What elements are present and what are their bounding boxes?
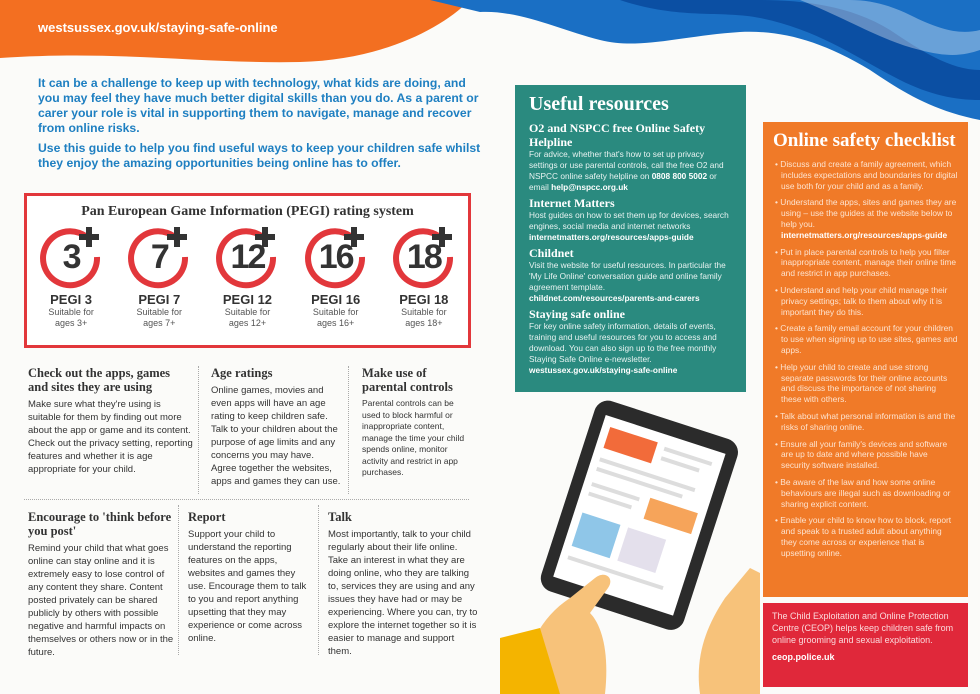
checklist-link[interactable]: internetmatters.org/resources/apps-guide <box>781 229 948 240</box>
checklist-item: • Be aware of the law and how some online behaviours are illegal such as downloading or sharing explicit content. <box>773 477 958 509</box>
tip-think-before-post: Encourage to 'think before you post' Remind your child that what goes online can stay online and it is extremely easy to lose control of any content they share. Content posted privately can be shared publicly by others with possible negative and harmful impacts on themselves or others now or in the future. <box>28 510 174 658</box>
checklist-item: • Create a family email account for your children to use when signing up to use sites, games and apps. <box>773 323 958 355</box>
pegi-desc: Suitable for <box>48 307 94 317</box>
pegi-desc: Suitable for <box>312 307 359 317</box>
pegi-number: 7 <box>150 238 168 276</box>
pegi-name: PEGI 18 <box>399 292 449 307</box>
intro <box>38 76 486 176</box>
pegi-number: 18 <box>406 238 441 276</box>
pegi-badge-icon <box>215 225 279 289</box>
divider <box>318 505 319 655</box>
pegi-name: PEGI 3 <box>50 292 93 307</box>
resource-link[interactable]: westussex.gov.uk/staying-safe-online <box>529 365 678 375</box>
tip-report: Report Support your child to understand the reporting features on the apps, websites and games they use. Encourage them to talk to you and report anything upsetting that they may experience or come across online. <box>188 510 307 644</box>
pegi-rating-box <box>24 193 471 348</box>
checklist-title: Online safety checklist <box>773 130 956 151</box>
resource-title: Staying safe online <box>529 307 626 321</box>
pegi-desc: ages 7+ <box>143 318 176 328</box>
resource-title: Internet Matters <box>529 196 615 210</box>
pegi-rating <box>207 225 287 329</box>
helpline-phone[interactable]: 0808 800 5002 <box>651 171 708 181</box>
tablet-illustration <box>500 398 760 694</box>
resource-body: For key online safety information, details of events, training and useful resources for you to access and download. You can also sign up to the free monthly Staying Safe Online e-newsletter. westussex.gov.uk/staying-safe-online <box>529 321 717 375</box>
tip-talk: Talk Most importantly, talk to your child regularly about their life online. Take an interest in what they are doing online, who they are talking to, services they are using and any issues they have had or may be experiencing. Where you can, try to explore the internet together so it is easier to manage and support them. <box>328 510 478 657</box>
pegi-badge-icon <box>39 225 103 289</box>
checklist-item: • Ensure all your family's devices and software are up to date and where possible have security software installed. <box>773 439 958 471</box>
ceop-link[interactable]: ceop.police.uk <box>772 652 835 662</box>
resource-body: Host guides on how to set them up for devices, search engines, social media and internet networks internetmatters.org/resources/apps-guide <box>529 210 729 242</box>
checklist-item: • Understand the apps, sites and games they are using – use the guides at the website below to help you. internetmatters.org/resources/apps-guide <box>773 197 958 240</box>
resource-link[interactable]: internetmatters.org/resources/apps-guide <box>529 232 694 242</box>
pegi-number: 12 <box>230 238 265 276</box>
pegi-number: 16 <box>318 238 353 276</box>
pegi-name: PEGI 12 <box>222 292 273 307</box>
checklist-item: • Discuss and create a family agreement, which includes expectations and boundaries for digital use both for your child and as a family. <box>773 159 958 191</box>
resource-link[interactable]: childnet.com/resources/parents-and-carers <box>529 293 700 303</box>
resource-title: O2 and NSPCC free Online Safety Helpline <box>529 121 706 149</box>
divider <box>348 366 349 494</box>
pegi-desc: Suitable for <box>224 307 271 317</box>
pegi-desc: ages 3+ <box>54 318 88 328</box>
checklist-item: • Enable your child to know how to block, report and speak to a trusted adult about anything they come across or experience that is upsetting online. <box>773 515 958 558</box>
pegi-rating <box>384 225 464 329</box>
tip-check-apps: Check out the apps, games and sites they are using Make sure what they're using is suitable for them by finding out more about the app or game and its content. Check out the privacy setting, reporting features and whether it is age appropriate for your child. <box>28 366 193 475</box>
website-url[interactable]: westsussex.gov.uk/staying-safe-online <box>38 20 278 35</box>
ceop-panel <box>763 603 968 687</box>
pegi-number: 3 <box>62 238 80 276</box>
divider <box>178 505 179 655</box>
resource-title: Childnet <box>529 246 574 260</box>
divider <box>24 499 469 500</box>
pegi-badge-icon <box>392 225 456 289</box>
pegi-name: PEGI 7 <box>138 292 181 307</box>
pegi-desc: ages 12+ <box>228 318 267 328</box>
intro-paragraph: It can be a challenge to keep up with technology, what kids are doing, and you may feel they have much better digital skills than you do. As a parent or carer your role is vital in supporting them to navigate, manage and recover from online risks. <box>38 76 479 135</box>
tip-parental-controls: Make use of parental controls Parental controls can be used to block harmful or inappropriate content, manage the time your child spends online, monitor activity and restrict in app purchases. <box>362 366 465 477</box>
pegi-desc: Suitable for <box>401 307 447 317</box>
useful-resources-panel <box>515 85 746 392</box>
pegi-rating <box>119 225 199 329</box>
pegi-rating <box>296 225 376 329</box>
resource-body: For advice, whether that's how to set up privacy settings or use parental controls, call the free O2 and NSPCC online safety helpline on 0808 800 5002 or email help@nspcc.org.uk <box>529 149 724 192</box>
pegi-badge-icon <box>304 225 368 289</box>
online-safety-checklist <box>763 122 968 597</box>
tip-age-ratings: Age ratings Online games, movies and even apps will have an age rating to keep children safe. Talk to your children about the purpose of age limits and any concerns you may have. Agree together the websites, apps and games they can use. <box>211 366 341 487</box>
divider <box>198 366 199 494</box>
checklist-item: • Understand and help your child manage their privacy settings; talk to them about why it is important they do this. <box>773 285 958 317</box>
helpline-email[interactable]: help@nspcc.org.uk <box>551 182 628 192</box>
checklist-item: • Help your child to create and use strong separate passwords for their online accounts and discuss the importance of not sharing these with others. <box>773 362 958 405</box>
ceop-text: The Child Exploitation and Online Protection Centre (CEOP) helps keep children safe from online grooming and sexual exploitation. <box>772 611 954 645</box>
resources-title: Useful resources <box>529 93 669 115</box>
pegi-desc: ages 16+ <box>317 318 355 328</box>
pegi-desc: Suitable for <box>136 307 183 317</box>
checklist-item: • Talk about what personal information is and the risks of sharing online. <box>773 411 958 433</box>
pegi-desc: ages 18+ <box>405 318 443 328</box>
pegi-title: Pan European Game Information (PEGI) rating system <box>81 204 414 219</box>
pegi-name: PEGI 16 <box>311 292 361 307</box>
intro-paragraph: Use this guide to help you find useful ways to keep your children safe whilst they enjoy the amazing opportunities being online has to offer. <box>38 141 481 170</box>
resource-body: Visit the website for useful resources. In particular the 'My Life Online' conversation guide and online family agreement template. childnet.com/resources/parents-and-carers <box>529 260 726 303</box>
pegi-rating <box>31 225 111 329</box>
pegi-badge-icon <box>127 225 191 289</box>
checklist-item: • Put in place parental controls to help you filter inappropriate content, manage their online time and restrict in app purchases. <box>773 247 958 279</box>
